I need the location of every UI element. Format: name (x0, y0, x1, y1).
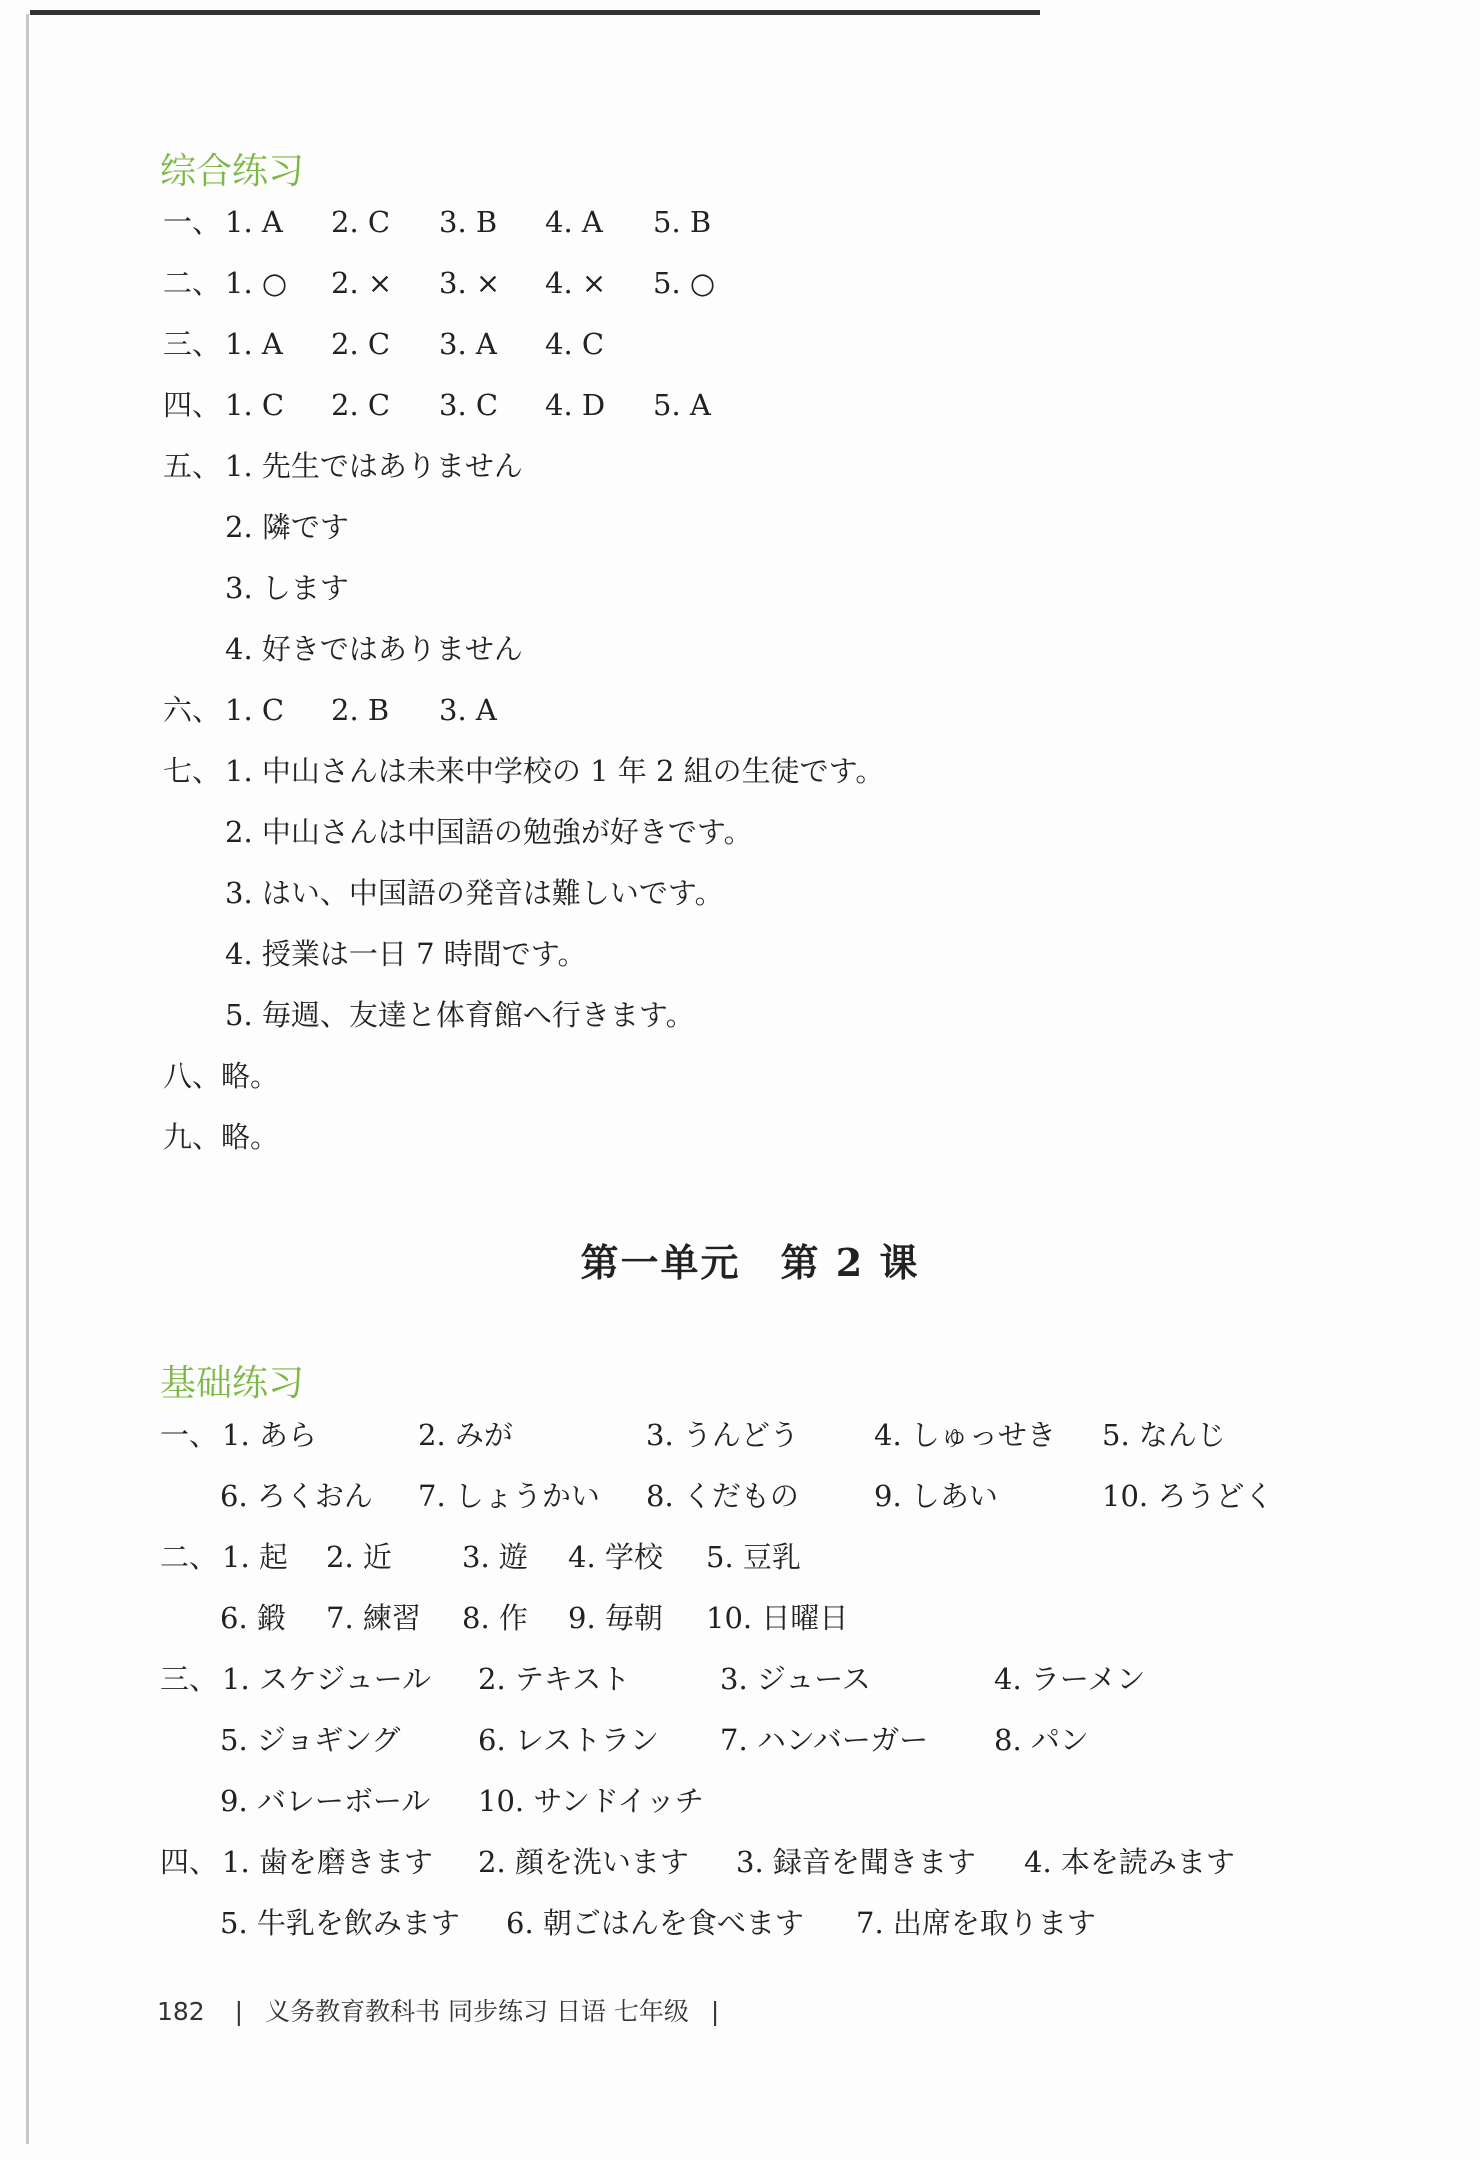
answer-item: 1. C (225, 388, 285, 422)
question-number: 二、 (160, 1540, 219, 1574)
lesson-title: 第一单元 第 2 课 (580, 1240, 920, 1285)
answer-item: 3. A (439, 327, 497, 361)
answer-item: 10. 日曜日 (706, 1601, 849, 1635)
answer-item: 4. ラーメン (994, 1662, 1146, 1696)
answer-item: 3. C (439, 388, 499, 422)
answer-item: 4. 授業は一日 7 時間です。 (225, 937, 587, 971)
answer-item: 5. 牛乳を飲みます (220, 1906, 460, 1940)
answer-item: 5. A (653, 388, 711, 422)
answer-item: 6. 朝ごはんを食べます (506, 1906, 804, 1940)
question-number: 四、 (160, 1845, 219, 1879)
answer-item: 1. 中山さんは未来中学校の 1 年 2 組の生徒です。 (225, 754, 885, 788)
answer-item: 8. 作 (462, 1601, 528, 1635)
answer-item: 5. なんじ (1102, 1418, 1226, 1452)
answer-item: 1. A (225, 205, 283, 239)
answer-item: 4. しゅっせき (874, 1418, 1056, 1452)
answer-item: 10. サンドイッチ (478, 1784, 704, 1818)
answer-item: 5. 毎週、友達と体育館へ行きます。 (225, 998, 695, 1032)
question-number: 八、 (163, 1059, 222, 1093)
answer-item: 3. A (439, 693, 497, 727)
answer-item: 3. × (439, 266, 501, 300)
answer-item: 1. スケジュール (222, 1662, 432, 1696)
answer-item: 5. 豆乳 (706, 1540, 801, 1574)
answer-item: 略。 (221, 1120, 280, 1154)
top-rule (30, 10, 1040, 15)
answer-item: 1. ○ (225, 266, 288, 300)
answer-item: 6. 鍛 (220, 1601, 286, 1635)
answer-item: 3. はい、中国語の発音は難しいです。 (225, 876, 724, 910)
answer-item: 1. 先生ではありません (225, 449, 523, 483)
question-number: 七、 (163, 754, 222, 788)
answer-item: 4. 本を読みます (1024, 1845, 1235, 1879)
page-edge (26, 14, 29, 2144)
answer-item: 5. ジョギング (220, 1723, 401, 1757)
answer-item: 2. 近 (326, 1540, 392, 1574)
answer-item: 2. B (331, 693, 390, 727)
question-number: 四、 (163, 388, 222, 422)
answer-item: 5. ○ (653, 266, 716, 300)
answer-item: 3. B (439, 205, 498, 239)
answer-item: 4. 学校 (568, 1540, 663, 1574)
answer-item: 4. 好きではありません (225, 632, 523, 666)
section-heading-comprehensive: 综合练习 (160, 151, 305, 192)
answer-item: 7. しょうかい (418, 1479, 600, 1513)
answer-item: 2. みが (418, 1418, 513, 1452)
answer-item: 4. D (545, 388, 606, 422)
answer-item: 9. 毎朝 (568, 1601, 663, 1635)
question-number: 三、 (163, 327, 222, 361)
answer-item: 2. 顔を洗います (478, 1845, 689, 1879)
answer-item: 略。 (221, 1059, 280, 1093)
answer-item: 2. C (331, 327, 391, 361)
footer-separator: | (710, 1997, 720, 2026)
answer-item: 4. C (545, 327, 605, 361)
answer-item: 9. バレーボール (220, 1784, 431, 1818)
answer-item: 7. 出席を取ります (856, 1906, 1096, 1940)
question-number: 三、 (160, 1662, 219, 1696)
answer-item: 2. C (331, 388, 391, 422)
answer-item: 4. A (545, 205, 603, 239)
answer-item: 2. 隣です (225, 510, 349, 544)
question-number: 五、 (163, 449, 222, 483)
answer-item: 8. パン (994, 1723, 1089, 1757)
answer-item: 2. テキスト (478, 1662, 631, 1696)
answer-item: 9. しあい (874, 1479, 998, 1513)
page-footer (157, 1992, 719, 2028)
answer-item: 8. くだもの (646, 1479, 799, 1513)
answer-item: 10. ろうどく (1102, 1479, 1274, 1513)
answer-item: 7. ハンバーガー (720, 1723, 929, 1757)
answer-item: 2. × (331, 266, 393, 300)
answer-item: 3. 遊 (462, 1540, 528, 1574)
answer-item: 1. C (225, 693, 285, 727)
footer-separator: | (234, 1997, 244, 2026)
question-number: 一、 (163, 205, 222, 239)
question-number: 一、 (160, 1418, 219, 1452)
answer-item: 2. 中山さんは中国語の勉強が好きです。 (225, 815, 753, 849)
answer-item: 4. × (545, 266, 607, 300)
answer-item: 5. B (653, 205, 712, 239)
question-number: 九、 (163, 1120, 222, 1154)
answer-item: 3. します (225, 571, 349, 605)
answer-item: 6. レストラン (478, 1723, 660, 1757)
page-number: 182 (157, 1997, 205, 2026)
answer-item: 1. A (225, 327, 283, 361)
answer-item: 3. 録音を聞きます (736, 1845, 976, 1879)
answer-item: 6. ろくおん (220, 1479, 373, 1513)
book-title: 义务教育教科书 同步练习 日语 七年级 (265, 1997, 689, 2026)
answer-item: 1. あら (222, 1418, 317, 1452)
answer-item: 1. 起 (222, 1540, 288, 1574)
answer-item: 7. 練習 (326, 1601, 421, 1635)
answer-item: 3. ジュース (720, 1662, 871, 1696)
section-heading-basic: 基础练习 (160, 1363, 305, 1404)
answer-item: 2. C (331, 205, 391, 239)
question-number: 六、 (163, 693, 222, 727)
answer-item: 3. うんどう (646, 1418, 799, 1452)
question-number: 二、 (163, 266, 222, 300)
answer-item: 1. 歯を磨きます (222, 1845, 433, 1879)
